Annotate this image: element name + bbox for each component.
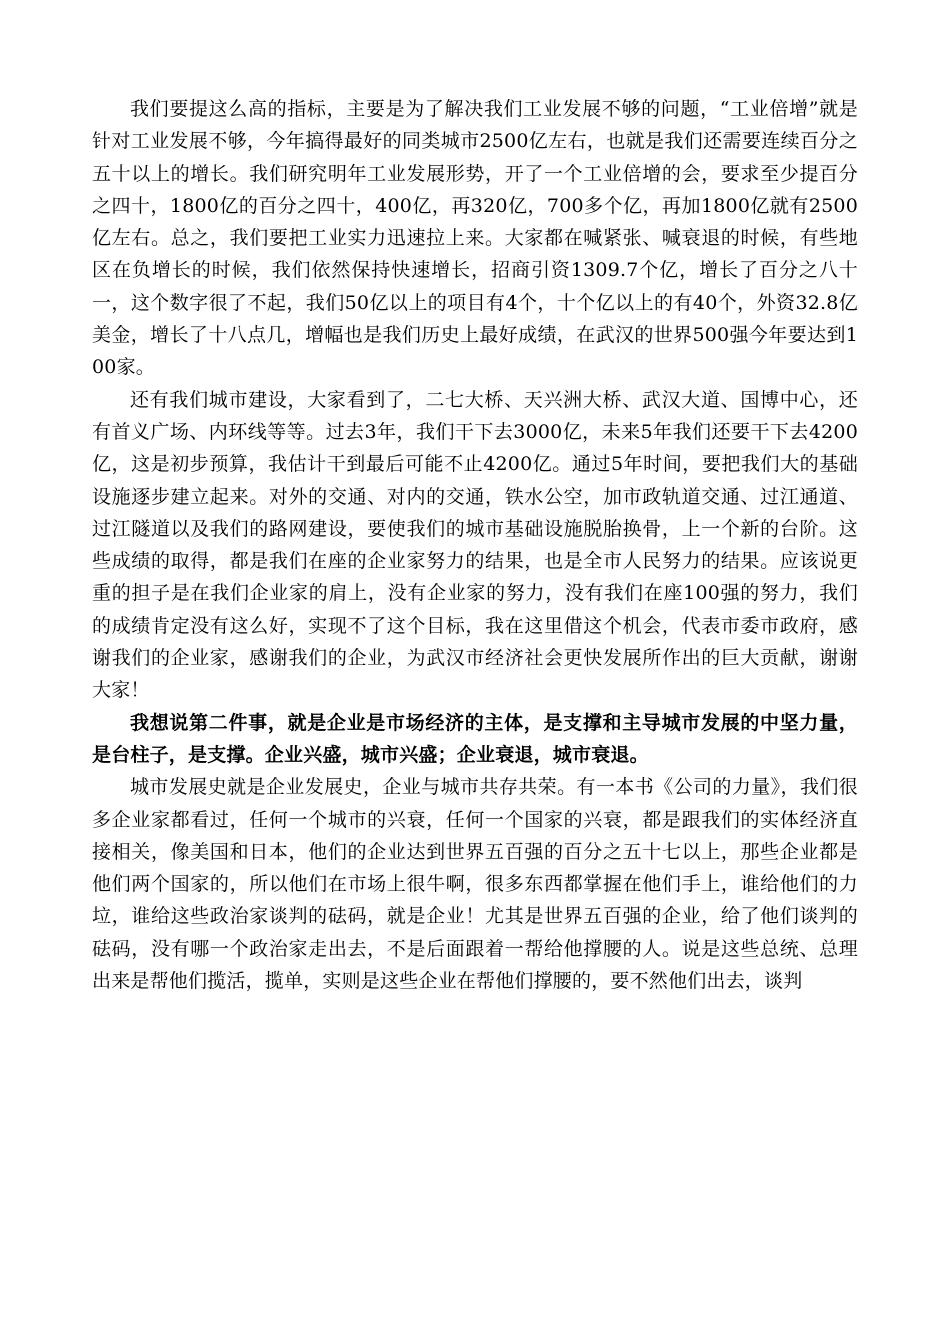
document-page (92, 93, 858, 997)
paragraph-industry-growth: 我们要提这么高的指标，主要是为了解决我们工业发展不够的问题，“工业倍增”就是针对工业发展不够，今年搞得最好的同类城市2500亿左右，也就是我们还需要连续百分之五十以上的增长。我们研究明年工业发展形势，开了一个工业倍增的会，要求至少提百分之四十，1800亿的百分之四十，400亿，再320亿，700多个亿，再加1800亿就有2500亿左右。总之，我们要把工业实力迅速拉上来。大家都在喊紧张、喊衰退的时候，有些地区在负增长的时候，我们依然保持快速增长，招商引资1309.7个亿，增长了百分之八十一，这个数字很了不起，我们50亿以上的项目有4个，十个亿以上的有40个，外资32.8亿美金，增长了十八点几，增幅也是我们历史上最好成绩，在武汉的世界500强今年要达到100家。 (92, 98, 858, 379)
paragraph-city-enterprise-history: 城市发展史就是企业发展史，企业与城市共存共荣。有一本书《公司的力量》，我们很多企业家都看过，任何一个城市的兴衰，任何一个国家的兴衰，都是跟我们的实体经济直接相关，像美国和日本，他们的企业达到世界五百强的百分之五十七以上，那些企业都是他们两个国家的，所以他们在市场上很牛啊，很多东西都掌握在他们手上，谁给他们的力垃，谁给这些政治家谈判的砝码，就是企业！尤其是世界五百强的企业，给了他们谈判的砝码，没有哪一个政治家走出去，不是后面跟着一帮给他撑腰的人。说是这些总统、总理出来是帮他们揽活，揽单，实则是这些企业在帮他们撑腰的，要不然他们出去，谈判 (92, 776, 858, 993)
paragraph-second-point-heading: 我想说第二件事，就是企业是市场经济的主体，是支撑和主导城市发展的中坚力量，是台柱子，是支撑。企业兴盛，城市兴盛；企业衰退，城市衰退。 (92, 711, 858, 766)
paragraph-city-construction: 还有我们城市建设，大家看到了，二七大桥、天兴洲大桥、武汉大道、国博中心，还有首义广场、内环线等等。过去3年，我们干下去3000亿，未来5年我们还要干下去4200亿，这是初步预算，我估计干到最后可能不止4200亿。通过5年时间，要把我们大的基础设施逐步建立起来。对外的交通、对内的交通，铁水公空，加市政轨道交通、过江通道、过江隧道以及我们的路网建设，要使我们的城市基础设施脱胎换骨，上一个新的台阶。这些成绩的取得，都是我们在座的企业家努力的结果，也是全市人民努力的结果。应该说更重的担子是在我们企业家的肩上，没有企业家的努力，没有我们在座100强的努力，我们的成绩肯定没有这么好，实现不了这个目标，我在这里借这个机会，代表市委市政府，感谢我们的企业家，感谢我们的企业，为武汉市经济社会更快发展所作出的巨大贡献，谢谢大家！ (92, 388, 858, 702)
